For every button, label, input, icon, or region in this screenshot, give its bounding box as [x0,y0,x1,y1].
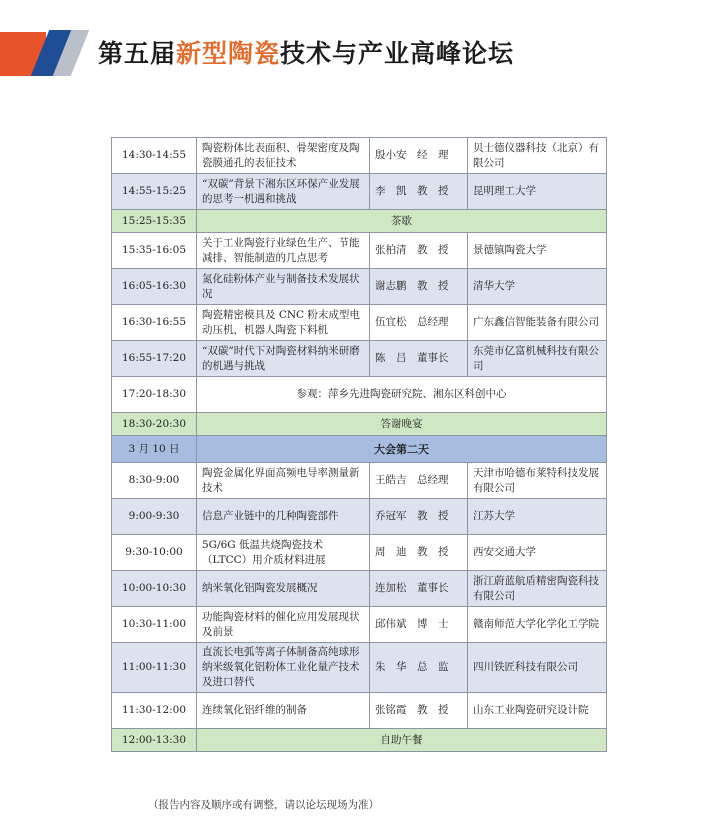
time-cell: 14:55-15:25 [112,174,197,210]
speaker-cell: 殷小安 经 理 [370,138,468,174]
day-row [112,436,607,463]
schedule-row [112,571,607,607]
org-cell: 四川铁匠科技有限公司 [468,643,607,693]
day-label: 大会第二天 [197,436,607,463]
schedule-row [112,535,607,571]
time-cell: 10:00-10:30 [112,571,197,607]
topic-cell: 5G/6G 低温共烧陶瓷技术（LTCC）用介质材料进展 [197,535,370,571]
org-cell: 赣南师范大学化学化工学院 [468,607,607,643]
org-cell: 西安交通大学 [468,535,607,571]
speaker-cell: 伍宜松 总经理 [370,305,468,341]
topic-cell: 氮化硅粉体产业与制备技术发展状况 [197,269,370,305]
speaker-cell: 张铭霞 教 授 [370,693,468,729]
schedule-row [112,305,607,341]
time-cell: 14:30-14:55 [112,138,197,174]
schedule-row [112,269,607,305]
time-cell: 8:30-9:00 [112,463,197,499]
topic-cell: 纳米氧化铝陶瓷发展概况 [197,571,370,607]
time-cell: 17:20-18:30 [112,377,197,413]
speaker-cell: 张柏清 教 授 [370,233,468,269]
time-cell: 9:30-10:00 [112,535,197,571]
schedule-row [112,463,607,499]
schedule-body [112,138,607,752]
schedule-row [112,138,607,174]
speaker-cell: 王皓吉 总经理 [370,463,468,499]
org-cell: 清华大学 [468,269,607,305]
footer-note: （报告内容及顺序或有调整，请以论坛现场为准） [148,799,379,811]
schedule-table [111,137,607,752]
topic-cell: 陶瓷金属化界面高频电导率测量新技术 [197,463,370,499]
org-cell: 贝士德仪器科技（北京）有限公司 [468,138,607,174]
org-cell: 广东鑫信智能装备有限公司 [468,305,607,341]
speaker-cell: 乔冠军 教 授 [370,499,468,535]
speaker-cell: 周 迪 教 授 [370,535,468,571]
topic-cell: 关于工业陶瓷行业绿色生产、节能减排、智能制造的几点思考 [197,233,370,269]
time-cell: 16:30-16:55 [112,305,197,341]
page-title [98,34,514,70]
time-cell: 16:55-17:20 [112,341,197,377]
topic-cell: “双碳”时代下对陶瓷材料纳米研磨的机遇与挑战 [197,341,370,377]
schedule-row [112,233,607,269]
org-cell: 浙江蔚蓝航盾精密陶瓷科技有限公司 [468,571,607,607]
org-cell: 天津市哈德布莱特科技发展有限公司 [468,463,607,499]
schedule-row [112,341,607,377]
title-prefix: 第五届 [98,39,177,68]
org-cell: 景德镇陶瓷大学 [468,233,607,269]
date-cell: 3 月 10 日 [112,436,197,463]
break-row [112,413,607,436]
schedule-row [112,693,607,729]
time-cell: 12:00-13:30 [112,729,197,752]
time-cell: 16:05-16:30 [112,269,197,305]
speaker-cell: 李 凯 教 授 [370,174,468,210]
title-highlight: 新型陶瓷 [176,39,281,68]
speaker-cell: 邱伟斌 博 士 [370,607,468,643]
schedule-row [112,499,607,535]
speaker-cell: 谢志鹏 教 授 [370,269,468,305]
topic-cell: 陶瓷精密模具及 CNC 粉末成型电动压机，机器人陶瓷下料机 [197,305,370,341]
schedule-row [112,607,607,643]
schedule-row [112,643,607,693]
break-label: 答谢晚宴 [197,413,607,436]
topic-cell: 直流长电弧等离子体制备高纯球形纳米级氧化铝粉体工业化量产技术及进口替代 [197,643,370,693]
topic-cell: “双碳”背景下湘东区环保产业发展的思考一机遇和挑战 [197,174,370,210]
schedule-row [112,174,607,210]
topic-cell: 陶瓷粉体比表面积、骨架密度及陶瓷膜通孔的表征技术 [197,138,370,174]
time-cell: 9:00-9:30 [112,499,197,535]
time-cell: 15:25-15:35 [112,210,197,233]
time-cell: 11:00-11:30 [112,643,197,693]
topic-cell: 信息产业链中的几种陶瓷部件 [197,499,370,535]
break-row [112,210,607,233]
org-cell: 东莞市亿富机械科技有限公司 [468,341,607,377]
topic-cell: 功能陶瓷材料的催化应用发展现状及前景 [197,607,370,643]
break-label: 自助午餐 [197,729,607,752]
break-label: 茶歇 [197,210,607,233]
title-band [0,0,720,88]
org-cell: 山东工业陶瓷研究设计院 [468,693,607,729]
org-cell: 昆明理工大学 [468,174,607,210]
speaker-cell: 陈 吕 董事长 [370,341,468,377]
time-cell: 10:30-11:00 [112,607,197,643]
time-cell: 15:35-16:05 [112,233,197,269]
visit-label: 参观：萍乡先进陶瓷研究院、湘东区科创中心 [197,377,607,413]
org-cell: 江苏大学 [468,499,607,535]
visit-row [112,377,607,413]
time-cell: 18:30-20:30 [112,413,197,436]
speaker-cell: 朱 华 总 监 [370,643,468,693]
topic-cell: 连续氧化铝纤维的制备 [197,693,370,729]
title-suffix: 技术与产业高峰论坛 [280,39,515,68]
break-row [112,729,607,752]
speaker-cell: 连加松 董事长 [370,571,468,607]
time-cell: 11:30-12:00 [112,693,197,729]
